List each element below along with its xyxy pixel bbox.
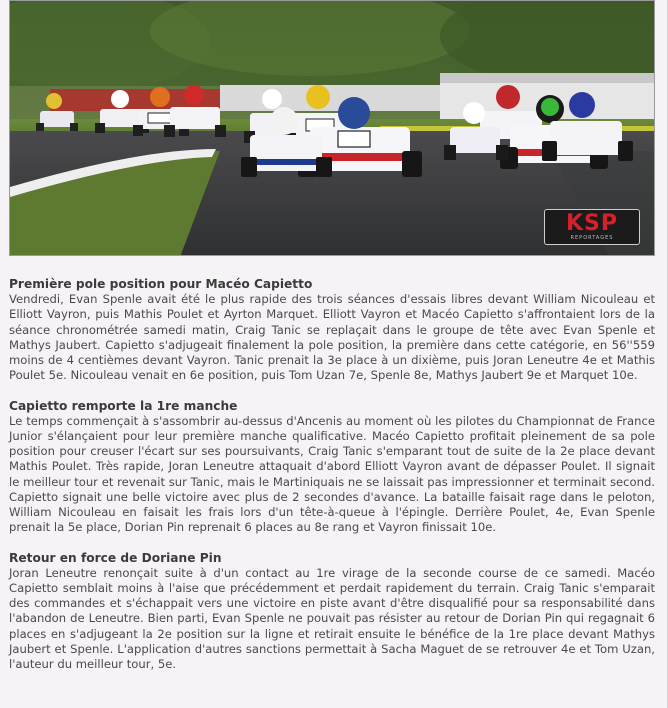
- section-title: Première pole position pour Macéo Capietto: [9, 277, 313, 291]
- logo-text: KSP: [565, 211, 619, 236]
- section-title: Capietto remporte la 1re manche: [9, 398, 238, 413]
- section-paragraph: Le temps commençait à s'assombrir au-dessus d'Ancenis au moment où les pilotes du Championnat de France Junior s'élançaient pour leur première manche qualificative. Macéo Capietto profitait pleinement de sa pole position pour creuser l'écart sur ses poursuivants, Craig Tanic s'emparant tout de suite de la 2e place devant Mathis Poulet. Très rapide, Joran Leneutre attaquait d'abord Elliott Vayron avant de dépasser Poulet. Il signait le meilleur tour et revenait sur Tanic, mais le Martiniquais ne se laissait pas impressionner et terminait second. Capietto signait une belle victoire avec plus de 2 secondes d'avance. La bataille faisait rage dans le peloton, William Nicouleau en faisait les frais lors d'un tête-à-queue à l'épingle. Derrière Poulet, 4e, Evan Spenle prenait la 5e place, Dorian Pin reprenait 6 places au 8e rang et Vayron finissait 10e.: [9, 413, 655, 535]
- race-photo: [9, 0, 655, 256]
- section-paragraph: Vendredi, Evan Spenle avait été le plus rapide des trois séances d'essais libres devant William Nicouleau et Elliott Vayron, puis Mathis Poulet et Ayrton Marquet. Elliott Vayron et Macéo Capietto s'affrontaient lors de la séance chronométrée samedi matin, Craig Tanic se replaçait dans le groupe de tête avec Evan Spenle et Mathys Jaubert. Capietto s'adjugeait finalement la pole position, la première dans cette catégorie, en 56''559 moins de 4 centièmes devant Vayron. Tanic prenait la 3e place à un dixième, puis Joran Leneutre 4e et Mathis Poulet 5e. Nicouleau venait en 6e position, puis Tom Uzan 7e, Spenle 8e, Mathys Jaubert 9e et Marquet 10e.: [9, 292, 655, 383]
- section-paragraph: Joran Leneutre renonçait suite à d'un contact au 1re virage de la seconde course de ce samedi. Macéo Capietto semblait moins à l'aise que précédemment et perdait rapidement du terrain. Craig Tanic s'emparait des commandes et s'échappait vers une victoire en piste avant d'être disqualifié pour sa responsabilité dans l'abandon de Leneutre. Bien parti, Evan Spenle ne pouvait pas résister au retour de Dorian Pin qui regagnait 6 places en s'adjugeant la 2e position sur la ligne et retirait ensuite le bénéfice de la 1re place devant Mathys Jaubert et Spenle. L'application d'autres sanctions permettait à Sacha Maguet de se retrouver 4e et Tom Uzan, l'auteur du meilleur tour, 5e.: [9, 565, 655, 672]
- ksp-logo: [544, 209, 640, 245]
- logo-subtext: REPORTAGES: [570, 235, 614, 241]
- article-body: [9, 277, 655, 687]
- section-title: Retour en force de Doriane Pin: [9, 550, 222, 565]
